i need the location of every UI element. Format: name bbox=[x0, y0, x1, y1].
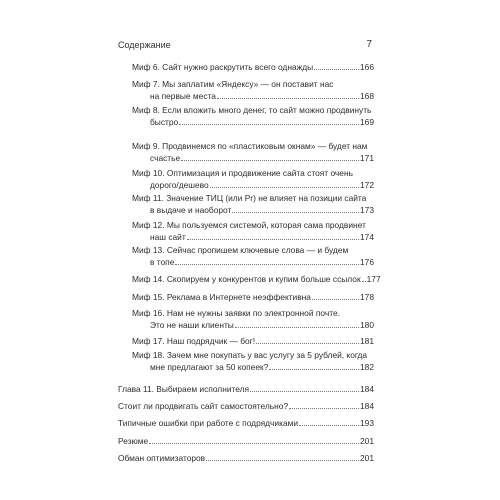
toc-entry-page: 182 bbox=[360, 362, 374, 372]
toc-entry-page: 169 bbox=[360, 117, 374, 127]
toc-entry-page: 173 bbox=[360, 205, 374, 215]
toc-entry-page: 181 bbox=[360, 336, 374, 346]
toc-entry-page: 184 bbox=[360, 384, 374, 394]
toc-entry-title: в выдаче и наоборот bbox=[150, 205, 232, 215]
toc-entry bbox=[132, 62, 374, 72]
toc-entry bbox=[132, 79, 374, 89]
toc-entry-title: Миф 12. Мы пользуемся системой, которая сама продвинет bbox=[132, 220, 366, 230]
toc-entry-page: 201 bbox=[360, 436, 374, 446]
dot-leader bbox=[217, 98, 359, 99]
toc-entry bbox=[150, 205, 374, 215]
dot-leader bbox=[269, 369, 359, 370]
toc-entry-page: 177 bbox=[366, 274, 381, 284]
toc-entry-title: Типичные ошибки при работе с подрядчиками bbox=[118, 418, 299, 428]
dot-leader bbox=[362, 281, 366, 282]
toc-entry-title: дорого/дешево bbox=[150, 180, 209, 190]
toc-entry-title: Миф 8. Если вложить много денег, то сайт можно продвинуть bbox=[132, 105, 372, 115]
dot-leader bbox=[299, 425, 359, 426]
toc-entry-title: Миф 14. Скопируем у конкурентов и купим больше ссылок bbox=[132, 274, 361, 284]
toc-entry-title: Миф 6. Сайт нужно раскрутить всего однажды bbox=[132, 62, 314, 72]
toc-entry bbox=[150, 320, 374, 330]
toc-entry-title: Миф 17. Наш подрядчик — бог! bbox=[132, 336, 256, 346]
toc-entry bbox=[132, 193, 374, 203]
toc-entry-page: 180 bbox=[360, 320, 374, 330]
toc-entry bbox=[118, 453, 374, 463]
page-number: 7 bbox=[366, 39, 372, 50]
dot-leader bbox=[250, 391, 359, 392]
section-title: Содержание bbox=[118, 40, 171, 50]
dot-leader bbox=[232, 212, 359, 213]
toc-entry-title: Миф 10. Оптимизация и продвижение сайта стоят очень bbox=[132, 168, 353, 178]
toc-entry-title: Миф 7. Мы заплатим «Яндексу» — он поставит нас bbox=[132, 79, 334, 89]
toc-entry-page: 168 bbox=[360, 91, 374, 101]
toc-entry bbox=[150, 153, 374, 163]
toc-entry-page: 166 bbox=[360, 62, 374, 72]
toc-entry bbox=[150, 257, 374, 267]
dot-leader bbox=[289, 408, 359, 409]
toc-entry bbox=[132, 105, 374, 115]
toc-entry-title: Миф 13. Сейчас пропишем ключевые слова — и будем bbox=[132, 245, 349, 255]
dot-leader bbox=[312, 299, 359, 300]
dot-leader bbox=[187, 239, 359, 240]
toc-entry bbox=[132, 308, 374, 318]
toc-entry bbox=[132, 292, 374, 302]
toc-entry-title: в топе bbox=[150, 257, 175, 267]
dot-leader bbox=[175, 264, 359, 265]
toc-entry-page: 171 bbox=[360, 153, 374, 163]
dot-leader bbox=[206, 460, 359, 461]
toc-entry bbox=[132, 336, 374, 346]
toc-entry bbox=[132, 350, 374, 360]
toc-entry-title: Глава 11. Выбираем исполнителя bbox=[118, 384, 250, 394]
toc-entry-title: на первые места bbox=[150, 91, 216, 101]
toc-entry bbox=[118, 436, 374, 446]
toc-entry-title: Миф 15. Реклама в Интернете неэффективна bbox=[132, 292, 311, 302]
toc-entry bbox=[150, 232, 374, 242]
toc-entry-page: 176 bbox=[360, 257, 374, 267]
toc-entry-title: Миф 11. Значение ТИЦ (или Pr) не влияет на позиции сайта bbox=[132, 193, 367, 203]
dot-leader bbox=[314, 69, 359, 70]
toc-entry bbox=[132, 220, 374, 230]
dot-leader bbox=[256, 343, 359, 344]
toc-entry-page: 172 bbox=[360, 180, 374, 190]
toc-entry bbox=[150, 117, 374, 127]
toc-entry-title: Стоит ли продвигать сайт самостоятельно? bbox=[118, 401, 289, 411]
toc-entry bbox=[150, 180, 374, 190]
toc-entry bbox=[132, 274, 381, 284]
dot-leader bbox=[181, 160, 359, 161]
toc-entry bbox=[132, 141, 374, 151]
toc-entry-page: 174 bbox=[360, 232, 374, 242]
toc-entry bbox=[150, 362, 374, 372]
toc-entry-page: 193 bbox=[360, 418, 374, 428]
toc-entry-page: 184 bbox=[360, 401, 374, 411]
toc-entry-title: счастье bbox=[150, 153, 181, 163]
toc-entry-title: Миф 18. Зачем мне покупать у вас услугу за 5 рублей, когда bbox=[132, 350, 368, 360]
toc-entry-title: быстро bbox=[150, 117, 179, 127]
toc-entry bbox=[132, 168, 374, 178]
toc-entry-title: Это не наши клиенты bbox=[150, 320, 234, 330]
toc-entry-title: мне предлагают за 50 копеек? bbox=[150, 362, 269, 372]
toc-entry bbox=[132, 245, 374, 255]
toc-entry-page: 178 bbox=[360, 292, 374, 302]
toc-entry-title: наш сайт bbox=[150, 232, 186, 242]
toc-entry-title: Резюме bbox=[118, 436, 149, 446]
toc-entry bbox=[118, 401, 374, 411]
dot-leader bbox=[149, 443, 359, 444]
dot-leader bbox=[210, 187, 359, 188]
toc-entry-title: Миф 9. Продвинемся по «пластиковым окнам» — будет нам bbox=[132, 141, 368, 151]
toc-entry-title: Миф 16. Нам не нужны заявки по электронной почте. bbox=[132, 308, 340, 318]
toc-entry bbox=[150, 91, 374, 101]
toc-entry-title: Обман оптимизаторов bbox=[118, 453, 206, 463]
dot-leader bbox=[179, 124, 359, 125]
toc-entry bbox=[118, 418, 374, 428]
dot-leader bbox=[235, 327, 359, 328]
toc-entry bbox=[118, 384, 374, 394]
toc-entry-page: 201 bbox=[360, 453, 374, 463]
